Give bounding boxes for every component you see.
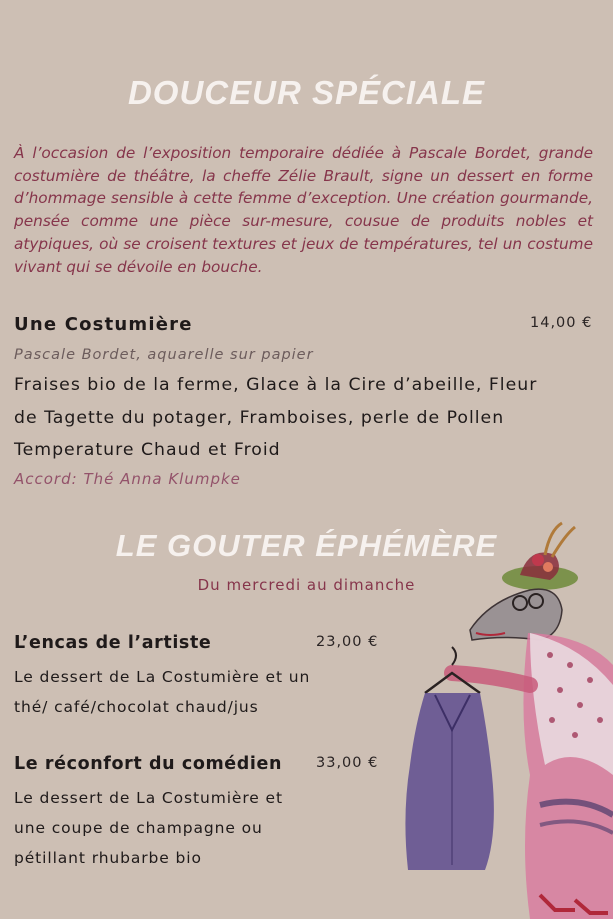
menu-item-description-line: thé/ café/chocolat chaud/jus xyxy=(14,698,259,716)
menu-item-price: 33,00 € xyxy=(316,755,379,771)
dessert-artwork-credit: Pascale Bordet, aquarelle sur papier xyxy=(14,347,314,363)
schedule-text: Du mercredi au dimanche xyxy=(197,576,416,594)
dessert-description-line: Temperature Chaud et Froid xyxy=(14,440,281,460)
watercolor-costumiere-illustration xyxy=(380,515,613,919)
dessert-name: Une Costumière xyxy=(14,314,193,335)
menu-item-description xyxy=(14,662,310,722)
section-title-douceur-speciale: DOUCEUR SPÉCIALE xyxy=(127,74,486,111)
menu-item-price: 23,00 € xyxy=(316,634,379,650)
menu-item-name: L’encas de l’artiste xyxy=(14,633,212,653)
section-title-gouter-ephemere: LE GOUTER ÉPHÉMÈRE xyxy=(115,528,498,563)
menu-item-name: Le réconfort du comédien xyxy=(14,754,283,774)
menu-item-description-line: Le dessert de La Costumière et xyxy=(14,789,283,807)
menu-item-description-line: pétillant rhubarbe bio xyxy=(14,849,202,867)
dessert-description-line: de Tagette du potager, Framboises, perle de Pollen xyxy=(14,407,505,428)
dessert-price: 14,00 € xyxy=(530,315,593,331)
menu-item-description xyxy=(14,783,283,873)
intro-paragraph: À l’occasion de l’exposition temporaire dédiée à Pascale Bordet, grande costumière de théâtre, la cheffe Zélie Brault, signe un dessert en forme d’hommage sensible à cette femme d’exception. Une création gourmande, pensée comme une pièce sur-mesure, cousue de produits nobles et atypiques, où se croisent textures et jeux de températures, tel un costume vivant qui se dévoile en bouche. xyxy=(14,144,593,276)
dessert-pairing: Accord: Thé Anna Klumpke xyxy=(14,470,241,488)
dessert-description xyxy=(14,369,604,467)
menu-item-description-line: une coupe de champagne ou xyxy=(14,819,263,837)
dessert-description-line: Fraises bio de la ferme, Glace à la Cire d’abeille, Fleur xyxy=(14,375,538,395)
menu-item-description-line: Le dessert de La Costumière et un xyxy=(14,668,311,686)
